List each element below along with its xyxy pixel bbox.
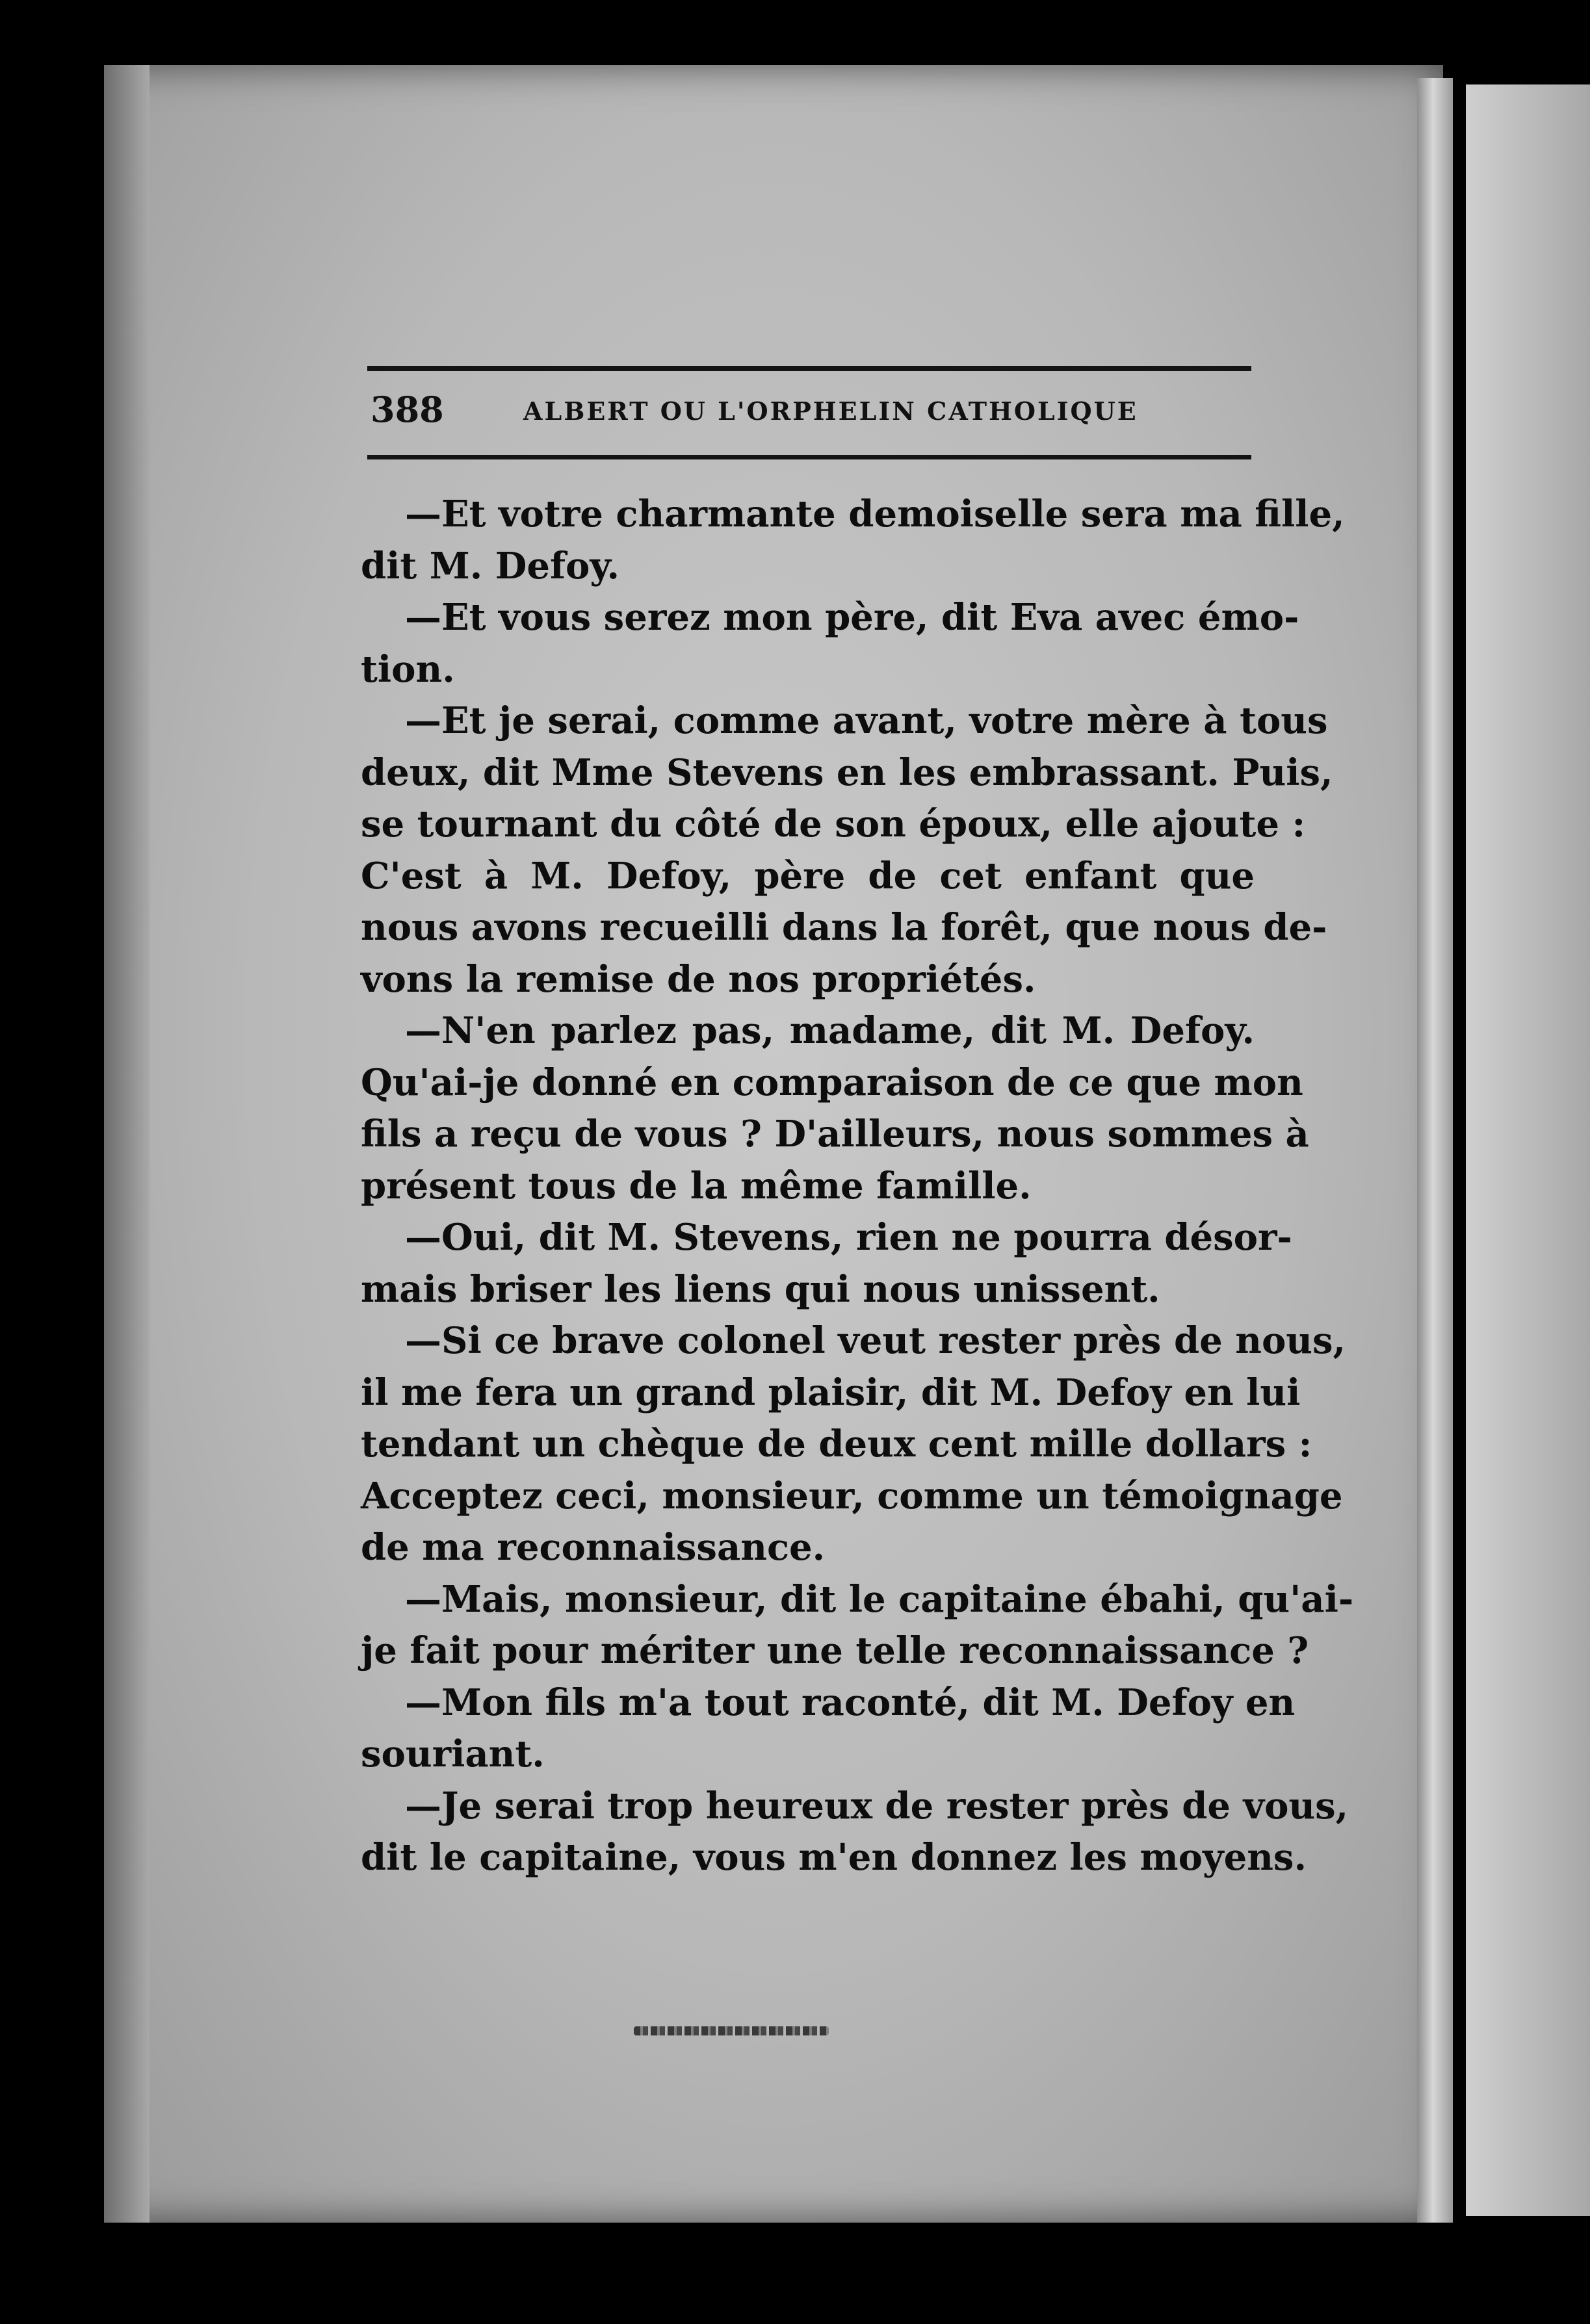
text-line: Acceptez ceci, monsieur, comme un témoignage (361, 1474, 1343, 1517)
running-head: ALBERT OU L'ORPHELIN CATHOLIQUE (523, 396, 1138, 426)
text-line: tendant un chèque de deux cent mille dollars : (361, 1423, 1312, 1465)
text-line: fils a reçu de vous ? D'ailleurs, nous sommes à (361, 1113, 1309, 1156)
text-line: tion. (361, 647, 455, 691)
text-line: se tournant du côté de son époux, elle ajoute : (361, 803, 1306, 846)
book-spine (1417, 78, 1453, 2223)
text-line: —Je serai trop heureux de rester près de vous, (405, 1784, 1349, 1827)
text-line: dit le capitaine, vous m'en donnez les moyens. (361, 1836, 1307, 1879)
text-line: deux, dit Mme Stevens en les embrassant. Puis, (361, 751, 1333, 794)
text-line: —Si ce brave colonel veut rester près de nous, (405, 1319, 1346, 1362)
text-line: —Mais, monsieur, dit le capitaine ébahi, qu'ai- (405, 1577, 1354, 1621)
text-line: —N'en parlez pas, madame, dit M. Defoy. (405, 1009, 1255, 1052)
text-line: je fait pour mériter une telle reconnaissance ? (361, 1629, 1309, 1672)
text-line: mais briser les liens qui nous unissent. (361, 1267, 1160, 1311)
page-number: 388 (371, 389, 444, 430)
text-line: —Et votre charmante demoiselle sera ma fille, (405, 493, 1345, 536)
text-line: Qu'ai-je donné en comparaison de ce que mon (361, 1061, 1303, 1104)
text-line: souriant. (361, 1733, 545, 1775)
header-rule-bottom (367, 455, 1251, 459)
text-line: vons la remise de nos propriétés. (361, 957, 1036, 1001)
text-line: —Et vous serez mon père, dit Eva avec émo- (405, 596, 1299, 639)
text-line: —Oui, dit M. Stevens, rien ne pourra désor- (405, 1216, 1292, 1259)
text-line: C'est à M. Defoy, père de cet enfant que (361, 854, 1255, 897)
end-ornament (634, 2026, 829, 2035)
body-text (361, 489, 1354, 1884)
header-rule-top (367, 366, 1251, 371)
text-line: de ma reconnaissance. (361, 1526, 826, 1569)
text-line: dit M. Defoy. (361, 544, 620, 587)
text-line: il me fera un grand plaisir, dit M. Defoy en lui (361, 1371, 1301, 1414)
facing-page-edge (1466, 84, 1590, 2216)
text-line: —Mon fils m'a tout raconté, dit M. Defoy en (405, 1681, 1296, 1724)
text-line: —Et je serai, comme avant, votre mère à tous (405, 699, 1328, 742)
text-line: présent tous de la même famille. (361, 1164, 1032, 1207)
text-line: nous avons recueilli dans la forêt, que nous de- (361, 906, 1327, 949)
page-header (367, 383, 1251, 448)
page-edge (104, 65, 150, 2223)
